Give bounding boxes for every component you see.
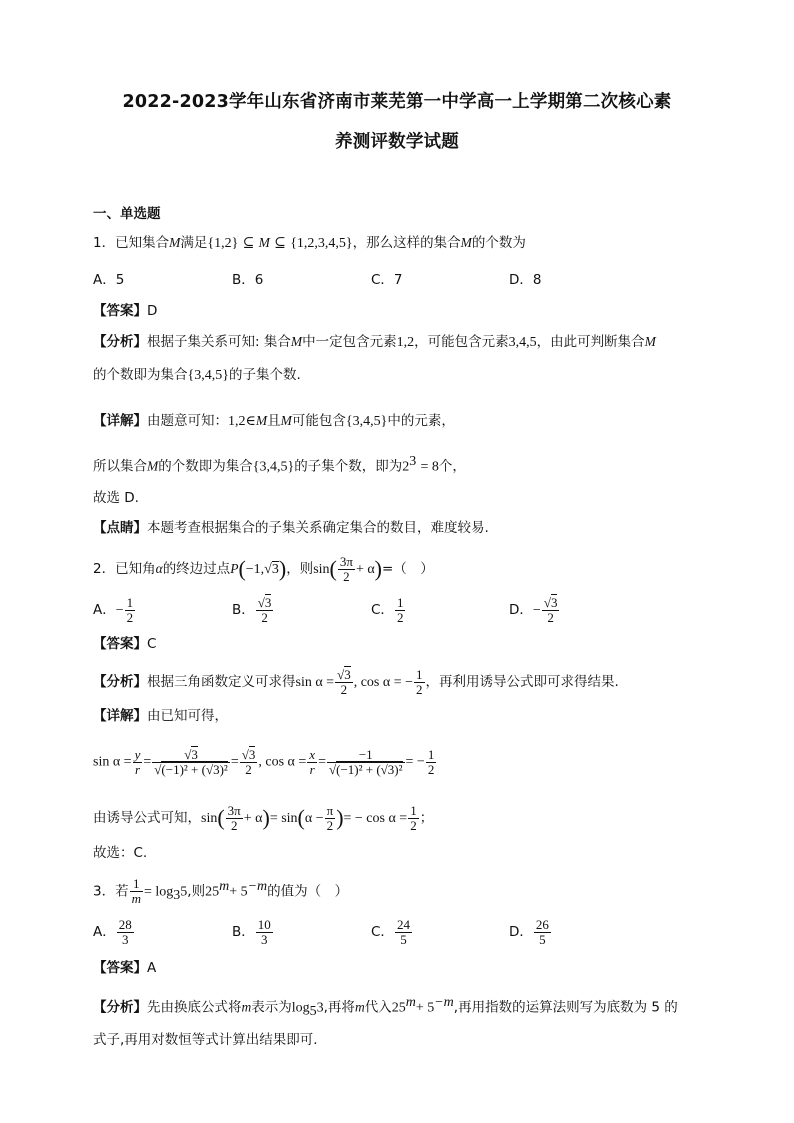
q2-point: P xyxy=(230,561,239,577)
q1-analysis-1e: 3,4,5 xyxy=(508,335,537,350)
q3-opt-a-prefix: A． xyxy=(93,924,116,941)
q3-then: ,则 xyxy=(187,883,206,900)
q2-option-a xyxy=(93,596,136,624)
q1-detail-1d: 可能包含 xyxy=(291,413,346,429)
q1-text-end: ，那么这样的集合 xyxy=(352,235,461,251)
q1-detail-1b: 1,2∈ xyxy=(228,414,256,429)
q1-analysis-1f: ，由此可判断集合 xyxy=(536,334,645,350)
q2-opt-a-prefix: A． xyxy=(93,602,116,619)
q1-stem xyxy=(93,233,526,254)
q1-detail-label: 【详解】 xyxy=(93,413,147,429)
q2-paren-close: ) xyxy=(278,556,287,582)
q2-option-d xyxy=(509,596,560,624)
q1-detail-1c: 且 xyxy=(267,413,281,429)
q3-option-b xyxy=(232,918,274,946)
q3-prefix: 3．若 xyxy=(93,883,129,900)
q1-detail-var-2: M xyxy=(280,413,292,428)
q3-analysis-1a: 先由换底公式将 xyxy=(147,999,242,1016)
q2-opt-d-prefix: D． xyxy=(509,602,533,619)
q2-opt-a-sign: − xyxy=(115,603,124,619)
q1-detail-2c: {3,4,5} xyxy=(252,459,295,475)
q3-analysis-line-1 xyxy=(93,993,678,1022)
q3-opt-c-frac xyxy=(395,918,412,946)
q2-detail xyxy=(93,706,228,726)
q2-analysis-two: 2 xyxy=(340,681,348,697)
q3-opt-a-den: 3 xyxy=(122,931,129,947)
q2-eq-neg1: −1 xyxy=(327,748,405,763)
q2-eq-frac-big-2-den: √(−1)² + (√3)² xyxy=(328,761,403,777)
q2-eq-r: r xyxy=(134,761,140,777)
q2-eq-two-2: 2 xyxy=(427,761,435,777)
q3-opt-d-prefix: D． xyxy=(509,924,533,941)
q2-induct-frac-2 xyxy=(325,804,336,832)
q1-answer xyxy=(93,301,157,321)
q2-opt-a-num: 1 xyxy=(126,595,134,610)
q1-detail-2d: 的子集个数，即为 xyxy=(294,458,403,475)
q2-analysis-frac-1 xyxy=(335,668,353,696)
q3-answer-label: 【答案】 xyxy=(93,960,147,976)
q2-analysis-a: 根据三角函数定义可求得 xyxy=(147,674,296,691)
q2-equation xyxy=(93,748,437,776)
q3-analysis-1m: m xyxy=(241,999,252,1015)
q2-frac-den: 2 xyxy=(343,568,350,584)
q2-induct-one: 1 xyxy=(410,803,417,818)
q1-detail-2h: 个， xyxy=(438,458,466,475)
q2-eq-two: 2 xyxy=(245,761,252,777)
q2-eq-xr xyxy=(307,748,317,776)
q3-option-c xyxy=(371,918,413,946)
q1-detail-var-3: M xyxy=(147,458,159,474)
q2-induct-den-3: 2 xyxy=(410,817,417,833)
q2-eq-root3: 3 xyxy=(191,747,198,762)
q1-detail-2a: 所以集合 xyxy=(93,458,147,475)
q2-eq-cos: , cos α = xyxy=(258,754,307,770)
q2-induct-den: 2 xyxy=(230,817,238,833)
q1-var: M xyxy=(169,235,181,250)
q3-expr-plus: + 5 xyxy=(229,884,248,900)
q1-detail-1a: 由题意可知： xyxy=(147,413,228,429)
q2-induct-frac-1 xyxy=(226,804,243,832)
q1-var-2: M xyxy=(258,235,270,250)
q2-opt-b-num: 3 xyxy=(264,595,272,610)
q2-eq-den-2: (−1)² + (√3)² xyxy=(336,761,403,777)
q2-eq-frac-big-2 xyxy=(327,748,405,776)
q3-analysis-exp-b: −m xyxy=(434,995,454,1010)
q2-eq-frac-res-1 xyxy=(240,748,258,776)
q1-analysis-2b: {3,4,5} xyxy=(187,368,229,383)
q3-frac-den: m xyxy=(131,891,141,906)
q1-comment-label: 【点睛】 xyxy=(93,520,147,536)
q1-analysis-1d: ，可能包含元素 xyxy=(414,334,509,350)
q2-eq-frac-big-1 xyxy=(152,748,230,776)
q3-eq: = log xyxy=(143,884,174,900)
q1-detail-2e: 2 xyxy=(402,459,410,475)
q3-analysis-1base: 5 xyxy=(309,1004,317,1020)
q2-eq-frac-big-1-den: √(−1)² + (√3)² xyxy=(154,761,228,777)
q3-opt-d-num: 26 xyxy=(535,917,549,932)
q3-analysis-1log: log xyxy=(291,1000,310,1016)
q3-analysis-1c: ,再将 xyxy=(323,999,355,1016)
q3-option-a xyxy=(93,918,135,946)
q1-set-a: {1,2} xyxy=(207,236,239,251)
q3-analysis-line-2: 式子,再用对数恒等式计算出结果即可. xyxy=(93,1032,318,1048)
q3-analysis-1e: 25 xyxy=(391,1000,406,1016)
q3-opt-a-frac xyxy=(117,918,134,946)
q1-comment-text: 本题考查根据集合的子集关系确定集合的数目，难度较易. xyxy=(147,520,489,536)
q2-detail-label: 【详解】 xyxy=(93,708,147,724)
q2-eq-frac-big-1-num: √3 xyxy=(152,748,230,763)
q3-arg: 5 xyxy=(180,884,188,900)
q2-opt-d-den: 2 xyxy=(547,609,554,625)
q2-eq-frac-res-2 xyxy=(426,748,437,776)
q2-analysis-frac-1-num: √3 xyxy=(337,667,351,682)
q2-opt-b-den: 2 xyxy=(261,609,268,625)
q2-frac-num: 3π xyxy=(339,554,353,569)
q1-text-mid: 满足 xyxy=(180,235,208,251)
q1-var-3: M xyxy=(460,235,472,250)
q2-sin: sin xyxy=(313,562,330,578)
q2-induct-eq: = sin xyxy=(269,811,298,827)
q2-induct-plus: + α xyxy=(243,811,263,827)
q3-analysis-1m-2: m xyxy=(354,999,365,1015)
q1-set-b: {1,2,3,4,5} xyxy=(290,236,353,251)
q1-analysis-1c: 1,2 xyxy=(396,335,415,350)
q1-detail-1e: {3,4,5} xyxy=(345,414,388,429)
q1-analysis-1a: 根据子集关系可知: 集合 xyxy=(147,334,291,350)
q2-then: ，则 xyxy=(286,561,314,578)
q3-expr-a: 25 xyxy=(205,884,220,900)
q1-analysis-line-1 xyxy=(93,332,656,353)
q2-equals: =（ ） xyxy=(382,561,434,578)
q2-analysis-root3: 3 xyxy=(344,667,351,682)
q2-analysis xyxy=(93,668,619,696)
q2-paren-open: ( xyxy=(238,556,246,582)
q2-induct-pi: π xyxy=(326,803,334,818)
q2-induct-alpha-minus: α − xyxy=(304,811,324,827)
q2-induct-den-2: 2 xyxy=(326,817,334,833)
q2-eq-res1: 3 xyxy=(248,747,256,762)
q2-induct-paren-1-close: ) xyxy=(262,805,270,831)
q2-induct-end: ； xyxy=(419,810,434,827)
q2-point-val-b: 3 xyxy=(271,562,279,578)
q2-sin-paren-open: ( xyxy=(329,556,337,582)
q3-opt-a-num: 28 xyxy=(118,917,132,932)
q2-eq-x: x xyxy=(309,747,316,762)
q2-opt-d-num: 3 xyxy=(550,595,558,610)
q1-detail-1f: 中的元素， xyxy=(387,413,455,429)
q2-mid: 的终边过点 xyxy=(162,561,231,578)
q2-opt-c-num: 1 xyxy=(396,595,404,610)
q2-analysis-cos: , cos α = − xyxy=(353,675,414,691)
q2-option-c xyxy=(371,596,406,624)
q1-option-b: B．6 xyxy=(232,272,264,288)
q2-eq-yr xyxy=(133,748,143,776)
q2-induct-paren-2-close: ) xyxy=(336,805,344,831)
q2-analysis-end: ，再利用诱导公式即可求得结果. xyxy=(425,674,619,691)
q2-answer-value: C xyxy=(147,636,157,652)
q3-opt-b-prefix: B． xyxy=(232,924,255,941)
document-title-line-1: 2022-2023学年山东省济南市莱芜第一中学高一上学期第二次核心素 xyxy=(122,92,672,112)
q2-induct-num: 3π xyxy=(227,803,241,818)
q1-subset-sym: ⊆ xyxy=(242,236,255,251)
q2-opt-c-frac xyxy=(395,596,406,624)
q3-analysis-label: 【分析】 xyxy=(93,999,147,1016)
q1-detail-2b: 的个数即为集合 xyxy=(158,458,253,475)
q3-analysis-exp-a: m xyxy=(405,995,416,1010)
q2-analysis-label: 【分析】 xyxy=(93,674,147,691)
q2-opt-d-sign: − xyxy=(532,603,541,619)
q3-analysis-1arg: 3 xyxy=(316,1000,324,1016)
q1-comment xyxy=(93,518,489,538)
q3-analysis-1d: 代入 xyxy=(364,999,392,1016)
q3-analysis-1b: 表示为 xyxy=(251,999,292,1016)
q2-eq-den: (−1)² + (√3)² xyxy=(161,761,228,777)
q2-opt-a-frac xyxy=(125,596,136,624)
q1-text-tail: 的个数为 xyxy=(471,235,526,251)
q2-eq-r-2: r xyxy=(309,761,315,777)
q2-induct-paren-1-open: ( xyxy=(217,805,225,831)
q2-stem xyxy=(93,555,434,583)
q3-frac-num: 1 xyxy=(130,877,143,892)
section-heading: 一、单选题 xyxy=(93,206,161,222)
q3-analysis-1g: ,再用指数的运算法则写为底数为 5 的 xyxy=(453,999,678,1016)
q2-induct-tail: = − cos α = xyxy=(343,811,408,827)
q2-eq-frac-res-1-num: √3 xyxy=(241,747,256,762)
q2-alpha: α xyxy=(155,561,163,577)
q2-choose: 故选：C. xyxy=(93,845,148,861)
q2-induct-sin: sin xyxy=(201,811,218,827)
q2-analysis-two-2: 2 xyxy=(416,681,423,697)
q3-opt-b-frac xyxy=(256,918,273,946)
q1-detail-var: M xyxy=(255,413,268,428)
q1-detail-line-2 xyxy=(93,452,466,478)
q1-prefix: 1．已知集合 xyxy=(93,235,170,251)
q3-expr-exp-a: m xyxy=(219,879,230,894)
q2-eq-eq-2: = xyxy=(230,754,239,770)
q1-detail-line-1 xyxy=(93,411,455,432)
q3-opt-b-num: 10 xyxy=(257,917,271,932)
q2-detail-text: 由已知可得， xyxy=(147,708,228,724)
q1-answer-value: D xyxy=(147,303,158,319)
q1-analysis-2c: 的子集个数. xyxy=(228,367,301,383)
q1-answer-label: 【答案】 xyxy=(93,303,147,319)
q2-point-sqrt: √3 xyxy=(264,562,279,578)
q1-detail-2f: 3 xyxy=(409,454,417,469)
q2-induction xyxy=(93,804,433,832)
q1-choose: 故选 D. xyxy=(93,490,139,506)
q2-option-b xyxy=(232,596,274,624)
q2-sin-paren-close: ) xyxy=(374,556,382,582)
q2-analysis-sin: sin α = xyxy=(295,675,335,691)
q2-analysis-frac-2 xyxy=(414,668,425,696)
q2-answer-label: 【答案】 xyxy=(93,636,147,652)
q1-analysis-1b: 中一定包含元素 xyxy=(302,334,397,350)
q3-answer xyxy=(93,958,156,978)
q2-opt-a-den: 2 xyxy=(126,609,134,625)
q2-eq-one: 1 xyxy=(427,747,435,762)
q2-plus-alpha: + α xyxy=(355,562,375,578)
document-title-line-2: 养测评数学试题 xyxy=(335,132,459,152)
q3-opt-d-den: 5 xyxy=(539,931,546,947)
q3-answer-value: A xyxy=(147,960,157,976)
q1-option-c: C．7 xyxy=(371,272,403,288)
q2-opt-d-frac xyxy=(542,596,560,624)
q1-analysis-var: M xyxy=(290,334,303,349)
q1-analysis-label: 【分析】 xyxy=(93,334,147,350)
q2-induct-paren-2-open: ( xyxy=(297,805,305,831)
q3-stem xyxy=(93,877,348,906)
q2-opt-d-num-wrap: √3 xyxy=(543,595,558,610)
q3-tail: 的值为（ ） xyxy=(267,883,349,900)
q3-option-d xyxy=(509,918,552,946)
q2-eq-y: y xyxy=(134,747,141,762)
q1-option-d: D．8 xyxy=(509,272,542,288)
q2-point-val-a: −1, xyxy=(245,562,265,578)
q2-opt-c-den: 2 xyxy=(396,609,404,625)
q1-subset-sym-2: ⊆ xyxy=(274,236,286,251)
q3-base: 3 xyxy=(173,888,181,904)
q3-opt-c-num: 24 xyxy=(396,917,410,932)
q1-analysis-var-2: M xyxy=(644,334,656,349)
q2-eq-eq-3: = xyxy=(318,754,326,770)
q2-opt-b-frac xyxy=(256,596,274,624)
q1-option-a: A．5 xyxy=(93,272,125,288)
q2-answer xyxy=(93,634,156,654)
q3-opt-c-den: 5 xyxy=(400,931,407,947)
q2-prefix: 2．已知角 xyxy=(93,561,156,578)
q1-analysis-2a: 的个数即为集合 xyxy=(93,367,188,383)
q2-induct-frac-3 xyxy=(408,804,419,832)
q2-analysis-one: 1 xyxy=(416,667,423,682)
q2-opt-b-prefix: B． xyxy=(232,602,255,619)
q2-eq-res2: = − xyxy=(405,754,425,770)
q1-analysis-line-2 xyxy=(93,365,301,386)
q2-opt-c-prefix: C． xyxy=(371,602,394,619)
q2-opt-b-num-wrap: √3 xyxy=(257,595,272,610)
q2-frac xyxy=(338,555,355,583)
q3-opt-c-prefix: C． xyxy=(371,924,394,941)
q3-expr-exp-b: −m xyxy=(247,879,268,894)
q3-frac xyxy=(130,877,143,905)
q2-eq-eq: = xyxy=(143,754,152,770)
q3-opt-d-frac xyxy=(534,918,551,946)
q3-analysis-1f: + 5 xyxy=(415,1000,435,1016)
q2-eq-sin: sin α = xyxy=(93,754,132,770)
q2-induct-a: 由诱导公式可知， xyxy=(93,810,201,827)
q3-opt-b-den: 3 xyxy=(261,931,268,947)
q1-detail-2g: = 8 xyxy=(420,459,439,475)
